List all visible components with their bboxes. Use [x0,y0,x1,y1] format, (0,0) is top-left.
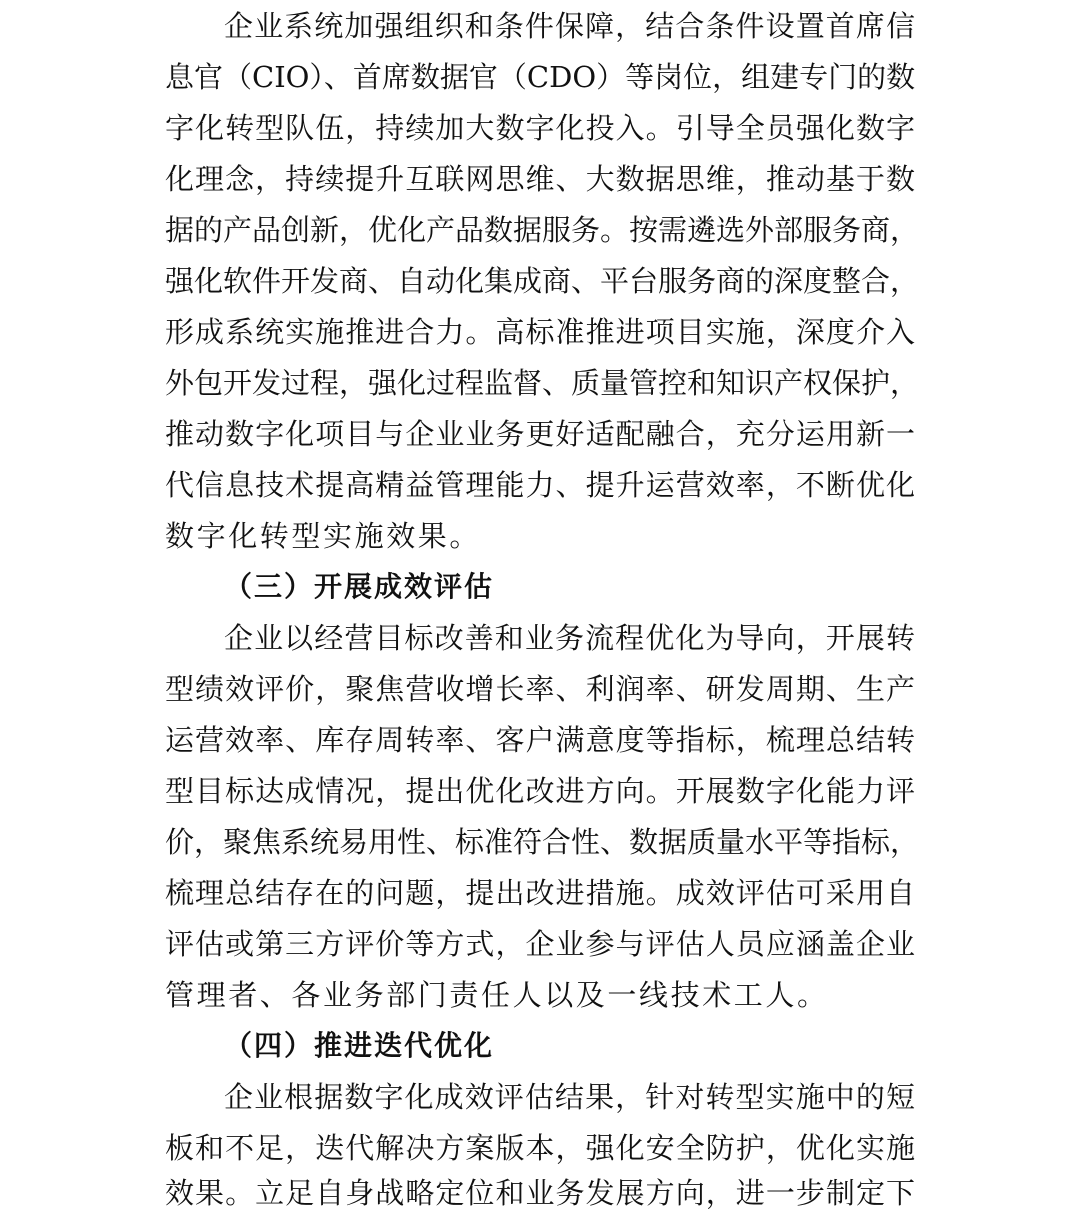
paragraph-2-line-5: 价，聚焦系统易用性、标准符合性、数据质量水平等指标， [165,825,920,859]
paragraph-2-line-3: 运营效率、库存周转率、客户满意度等指标，梳理总结转 [165,723,915,757]
paragraph-1-line-9: 推动数字化项目与企业业务更好适配融合，充分运用新一 [165,417,915,451]
paragraph-2-line-1: 企业以经营目标改善和业务流程优化为导向，开展转 [224,621,915,655]
paragraph-1-line-4: 化理念，持续提升互联网思维、大数据思维，推动基于数 [165,162,915,196]
paragraph-1-line-6: 强化软件开发商、自动化集成商、平台服务商的深度整合， [165,264,920,298]
paragraph-2-line-6: 梳理总结存在的问题，提出改进措施。成效评估可采用自 [165,876,915,910]
paragraph-2-line-4: 型目标达成情况，提出优化改进方向。开展数字化能力评 [165,774,915,808]
paragraph-3-line-2: 板和不足，迭代解决方案版本，强化安全防护，优化实施 [165,1131,915,1165]
paragraph-1-line-2: 息官（CIO）、首席数据官（CDO）等岗位，组建专门的数 [165,60,916,94]
paragraph-1-line-7: 形成系统实施推进合力。高标准推进项目实施，深度介入 [165,315,915,349]
paragraph-1-line-8: 外包开发过程，强化过程监督、质量管控和知识产权保护， [165,366,920,400]
paragraph-1-line-11: 数字化转型实施效果。 [165,519,482,553]
paragraph-2-line-8: 管理者、各业务部门责任人以及一线技术工人。 [165,978,829,1012]
section-heading-4: （四）推进迭代优化 [224,1029,495,1062]
paragraph-2-line-7: 评估或第三方评价等方式，企业参与评估人员应涵盖企业 [165,927,915,961]
paragraph-1-line-10: 代信息技术提高精益管理能力、提升运营效率，不断优化 [165,468,915,502]
paragraph-2-line-2: 型绩效评价，聚焦营收增长率、利润率、研发周期、生产 [165,672,915,706]
paragraph-3-line-1: 企业根据数字化成效评估结果，针对转型实施中的短 [224,1080,915,1114]
paragraph-1-line-3: 字化转型队伍，持续加大数字化投入。引导全员强化数字 [165,111,915,145]
paragraph-1-line-1: 企业系统加强组织和条件保障，结合条件设置首席信 [224,9,915,43]
paragraph-3-line-3: 效果。立足自身战略定位和业务发展方向，进一步制定下 [165,1176,915,1210]
section-heading-3: （三）开展成效评估 [224,570,495,603]
paragraph-1-line-5: 据的产品创新，优化产品数据服务。按需遴选外部服务商， [165,213,920,247]
